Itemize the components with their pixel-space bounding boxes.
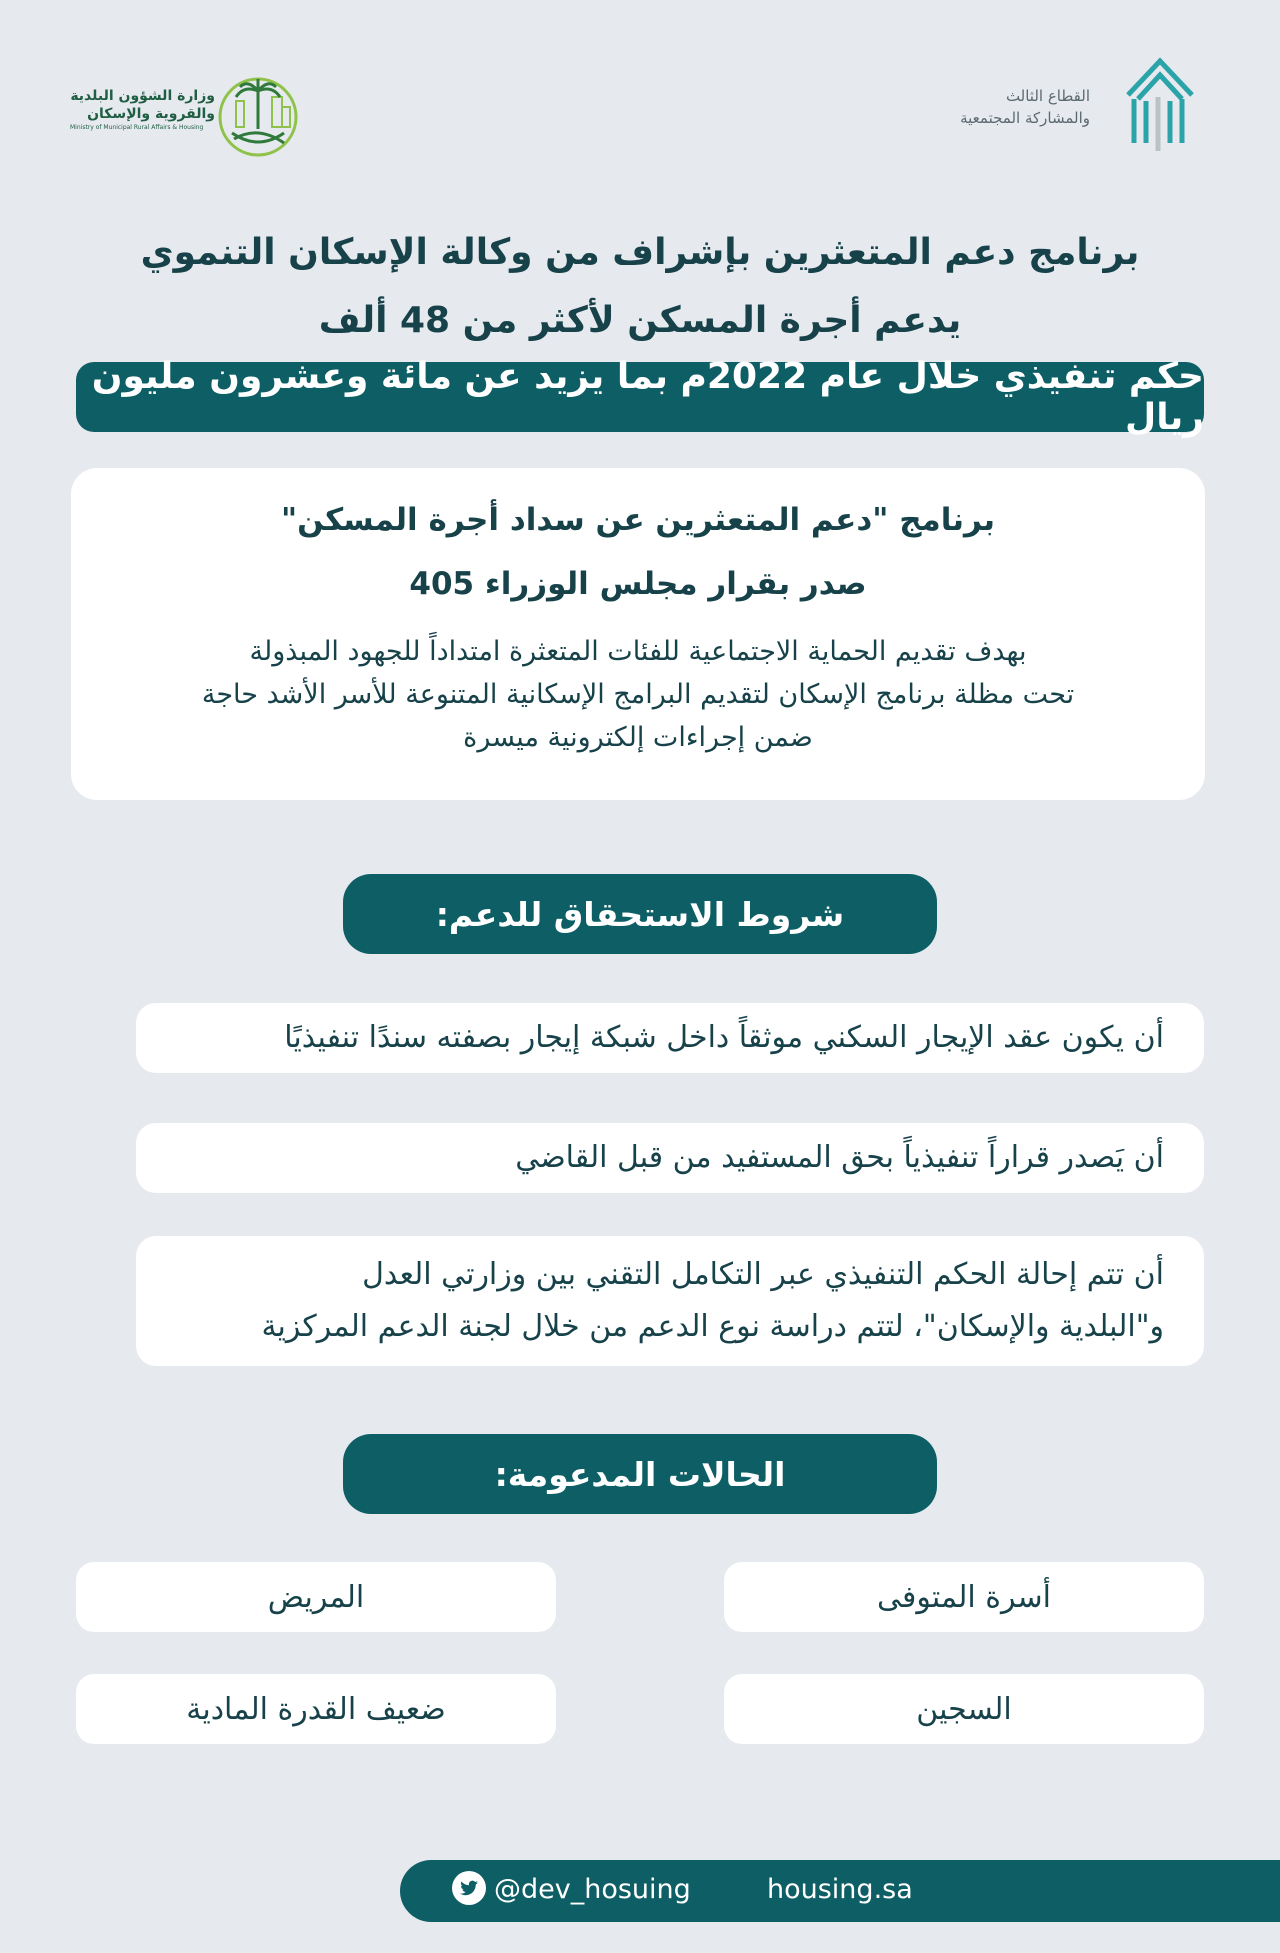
- program-info-card: [71, 468, 1205, 800]
- condition-item-1-text: أن يكون عقد الإيجار السكني موثقاً داخل شبكة إيجار بصفته سندًا تنفيذيًا: [284, 1020, 1164, 1055]
- website-link[interactable]: housing.sa: [767, 1874, 913, 1905]
- third-sector-logo: [960, 55, 1210, 155]
- sector-logo-line1: القطاع الثالث: [1005, 87, 1090, 105]
- condition-item-2-text: أن يَصدر قراراً تنفيذياً بحق المستفيد من قبل القاضي: [515, 1140, 1164, 1175]
- twitter-bird-icon[interactable]: [452, 1871, 486, 1905]
- program-description: [101, 630, 1175, 759]
- cases-title: الحالات المدعومة:: [343, 1434, 937, 1514]
- condition-item-3-line2: و"البلدية والإسكان"، لتتم دراسة نوع الدعم من خلال لجنة الدعم المركزية: [261, 1309, 1164, 1344]
- ministry-logo-line1: وزارة الشؤون البلدية: [70, 88, 215, 104]
- program-description-line2: تحت مظلة برنامج الإسكان لتقديم البرامج الإسكانية المتنوعة للأسر الأشد حاجة: [201, 679, 1075, 710]
- case-deceased-family: أسرة المتوفى: [724, 1562, 1204, 1632]
- ministry-logo-line2: والقروية والإسكان: [87, 106, 215, 122]
- conditions-title: شروط الاستحقاق للدعم:: [343, 874, 937, 954]
- condition-item-2: [136, 1123, 1204, 1193]
- palm-swords-emblem-icon: [210, 67, 310, 163]
- twitter-handle-link[interactable]: @dev_hosuing: [494, 1874, 691, 1905]
- headline-highlight-banner: حكم تنفيذي خلال عام 2022م بما يزيد عن مائة وعشرون مليون ريال: [76, 362, 1204, 432]
- headline-line2: يدعم أجرة المسكن لأكثر من 48 ألف: [318, 300, 962, 341]
- case-patient: المريض: [76, 1562, 556, 1632]
- ministry-logo-line3: Ministry of Municipal Rural Affairs & Housing: [70, 124, 204, 131]
- case-prisoner: السجين: [724, 1674, 1204, 1744]
- program-decision: صدر بقرار مجلس الوزراء 405: [409, 566, 867, 602]
- footer-bar: [400, 1860, 1280, 1922]
- condition-item-1: [136, 1003, 1204, 1073]
- headline-line1: برنامج دعم المتعثرين بإشراف من وكالة الإسكان التنموي: [140, 232, 1140, 273]
- case-low-income: ضعيف القدرة المادية: [76, 1674, 556, 1744]
- program-description-line1: بهدف تقديم الحماية الاجتماعية للفئات المتعثرة امتداداً للجهود المبذولة: [249, 636, 1027, 667]
- program-title: برنامج "دعم المتعثرين عن سداد أجرة المسكن": [281, 502, 995, 538]
- building-arches-emblem-icon: [1120, 55, 1200, 155]
- condition-item-3: [136, 1236, 1204, 1366]
- program-description-line3: ضمن إجراءات إلكترونية ميسرة: [463, 722, 813, 753]
- sector-logo-line2: والمشاركة المجتمعية: [960, 109, 1090, 127]
- ministry-logo: [70, 65, 320, 165]
- condition-item-3-line1: أن تتم إحالة الحكم التنفيذي عبر التكامل التقني بين وزارتي العدل: [362, 1257, 1164, 1292]
